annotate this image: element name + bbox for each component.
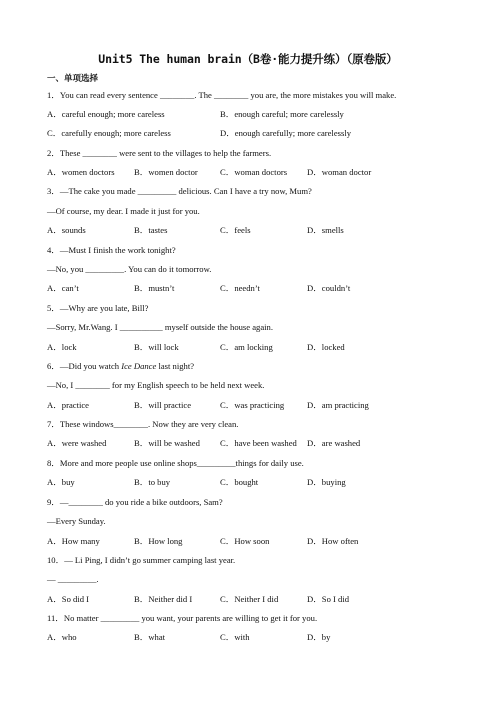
question-5-stem: 5．—Why are you late, Bill? (47, 303, 149, 313)
question-10-stem: 10．— Li Ping, I didn’t go summer camping last year. (47, 555, 236, 565)
question-4-option-c: C．needn’t (220, 283, 260, 293)
question-1-option-a: A．careful enough; more careless (47, 109, 165, 119)
question-1-stem: 1．You can read every sentence ________. The ________ you are, the more mistakes you will make. (47, 90, 397, 100)
page-title: Unit5 The human brain（B卷·能力提升练）（原卷版） (98, 52, 398, 66)
question-1-option-b: B．enough careful; more carelessly (220, 109, 344, 119)
question-2-option-b: B．women doctor (134, 167, 198, 177)
question-2-option-d: D．woman doctor (307, 167, 372, 177)
question-1-option-c: C．carefully enough; more careless (47, 128, 171, 138)
question-7-option-b: B．will be washed (134, 438, 200, 448)
question-2-option-c: C．woman doctors (220, 167, 288, 177)
question-3-option-c: C．feels (220, 225, 251, 235)
question-6-option-d: D．am practicing (307, 400, 369, 410)
question-3-option-b: B．tastes (134, 225, 168, 235)
question-9-reply: —Every Sunday. (47, 516, 106, 526)
question-5-option-b: B．will lock (134, 342, 179, 352)
question-5-option-c: C．am locking (220, 342, 273, 352)
question-10-option-b: B．Neither did I (134, 594, 193, 604)
question-11-option-c: C．with (220, 632, 250, 642)
question-8-stem: 8．More and more people use online shops_________things for daily use. (47, 458, 304, 468)
question-4-option-a: A．can’t (47, 283, 79, 293)
question-11-option-a: A．who (47, 632, 77, 642)
question-8-option-c: C．bought (220, 477, 259, 487)
question-10-option-a: A．So did I (47, 594, 90, 604)
question-7-option-a: A．were washed (47, 438, 107, 448)
question-6-option-b: B．will practice (134, 400, 192, 410)
question-6-stem-start: 6．—Did you watch (47, 361, 122, 371)
question-1-option-d: D．enough carefully; more carelessly (220, 128, 352, 138)
question-11-option-d: D．by (307, 632, 331, 642)
question-10-option-c: C．Neither I did (220, 594, 279, 604)
question-6-option-a: A．practice (47, 400, 89, 410)
question-8-option-a: A．buy (47, 477, 75, 487)
question-3-stem: 3．—The cake you made _________ delicious. Can I have a try now, Mum? (47, 186, 312, 196)
question-9-option-a: A．How many (47, 536, 100, 546)
question-6-reply: —No, I ________ for my English speech to be held next week. (47, 380, 265, 390)
question-4-stem: 4．—Must I finish the work tonight? (47, 245, 176, 255)
question-3-option-a: A．sounds (47, 225, 86, 235)
question-7-option-d: D．are washed (307, 438, 361, 448)
question-11-stem: 11．No matter _________ you want, your parents are willing to get it for you. (47, 613, 318, 623)
question-7-stem: 7．These windows________. Now they are very clean. (47, 419, 239, 429)
question-8-option-b: B．to buy (134, 477, 171, 487)
question-3-option-d: D．smells (307, 225, 344, 235)
question-5-option-a: A．lock (47, 342, 77, 352)
question-6-stem (47, 361, 194, 372)
question-10-reply: — _________. (47, 574, 99, 584)
question-5-option-d: D．locked (307, 342, 345, 352)
question-2-stem: 2．These ________ were sent to the villages to help the farmers. (47, 148, 272, 158)
question-4-reply: —No, you _________. You can do it tomorrow. (47, 264, 212, 274)
question-7-option-c: C．have been washed (220, 438, 297, 448)
section-heading: 一、单项选择 (47, 74, 99, 84)
question-2-option-a: A．women doctors (47, 167, 115, 177)
question-6-stem-end: last night? (156, 361, 195, 371)
question-9-option-c: C．How soon (220, 536, 270, 546)
question-6-option-c: C．was practicing (220, 400, 285, 410)
question-5-reply: —Sorry, Mr.Wang. I __________ myself outside the house again. (47, 322, 273, 332)
question-8-option-d: D．buying (307, 477, 346, 487)
question-4-option-d: D．couldn’t (307, 283, 351, 293)
question-9-option-d: D．How often (307, 536, 359, 546)
question-10-option-d: D．So I did (307, 594, 350, 604)
question-6-program-title: Ice Dance (121, 361, 157, 371)
question-3-reply: —Of course, my dear. I made it just for you. (47, 206, 200, 216)
question-4-option-b: B．mustn’t (134, 283, 175, 293)
question-9-stem: 9．—________ do you ride a bike outdoors, Sam? (47, 497, 223, 507)
question-11-option-b: B．what (134, 632, 166, 642)
question-9-option-b: B．How long (134, 536, 183, 546)
